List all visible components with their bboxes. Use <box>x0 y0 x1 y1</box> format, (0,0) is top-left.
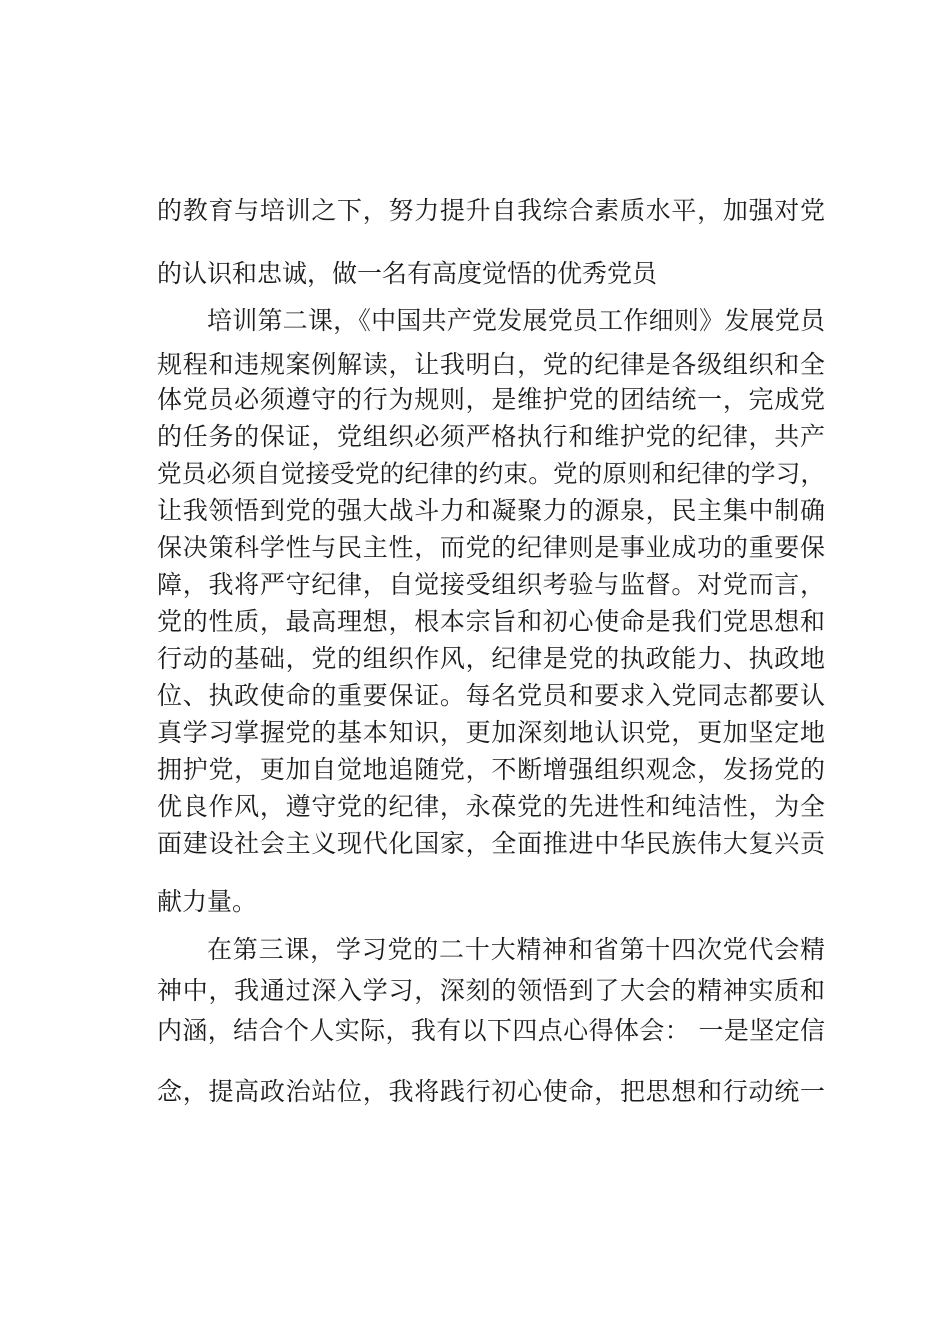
text-line: 献力量。 <box>157 887 258 916</box>
text-line: 的任务的保证，党组织必须严格执行和维护党的纪律，共产 <box>157 422 825 451</box>
paragraph-start-line: 培训第二课，《中国共产党发展党员工作细则》发展党员 <box>207 306 825 335</box>
text-line: 障，我将严守纪律，自觉接受组织考验与监督。对党而言， <box>157 570 825 599</box>
text-line: 面建设社会主义现代化国家，全面推进中华民族伟大复兴贡 <box>157 829 825 858</box>
text-line: 念，提高政治站位，我将践行初心使命，把思想和行动统一 <box>157 1077 825 1106</box>
text-line: 让我领悟到党的强大战斗力和凝聚力的源泉，民主集中制确 <box>157 496 825 525</box>
text-line: 真学习掌握党的基本知识，更加深刻地认识党，更加坚定地 <box>157 718 825 747</box>
text-line: 党员必须自觉接受党的纪律的约束。党的原则和纪律的学习， <box>157 459 825 488</box>
text-line: 保决策科学性与民主性，而党的纪律则是事业成功的重要保 <box>157 533 825 562</box>
text-line: 体党员必须遵守的行为规则，是维护党的团结统一，完成党 <box>157 385 825 414</box>
text-line: 党的性质，最高理想，根本宗旨和初心使命是我们党思想和 <box>157 607 825 636</box>
text-line: 的认识和忠诚，做一名有高度觉悟的优秀党员 <box>157 259 658 288</box>
text-line: 优良作风，遵守党的纪律，永葆党的先进性和纯洁性，为全 <box>157 792 825 821</box>
text-line: 内涵，结合个人实际，我有以下四点心得体会： 一是坚定信 <box>157 1016 825 1045</box>
text-line: 行动的基础，党的组织作风，纪律是党的执政能力、执政地 <box>157 644 825 673</box>
text-line: 神中，我通过深入学习，深刻的领悟到了大会的精神实质和 <box>157 976 825 1005</box>
text-line: 拥护党，更加自觉地追随党，不断增强组织观念，发扬党的 <box>157 755 825 784</box>
text-line: 的教育与培训之下，努力提升自我综合素质水平，加强对党 <box>157 196 825 225</box>
paragraph-start-line: 在第三课，学习党的二十大精神和省第十四次党代会精 <box>207 935 825 964</box>
text-line: 位、执政使命的重要保证。每名党员和要求入党同志都要认 <box>157 681 825 710</box>
text-line: 规程和违规案例解读，让我明白，党的纪律是各级组织和全 <box>157 350 825 379</box>
